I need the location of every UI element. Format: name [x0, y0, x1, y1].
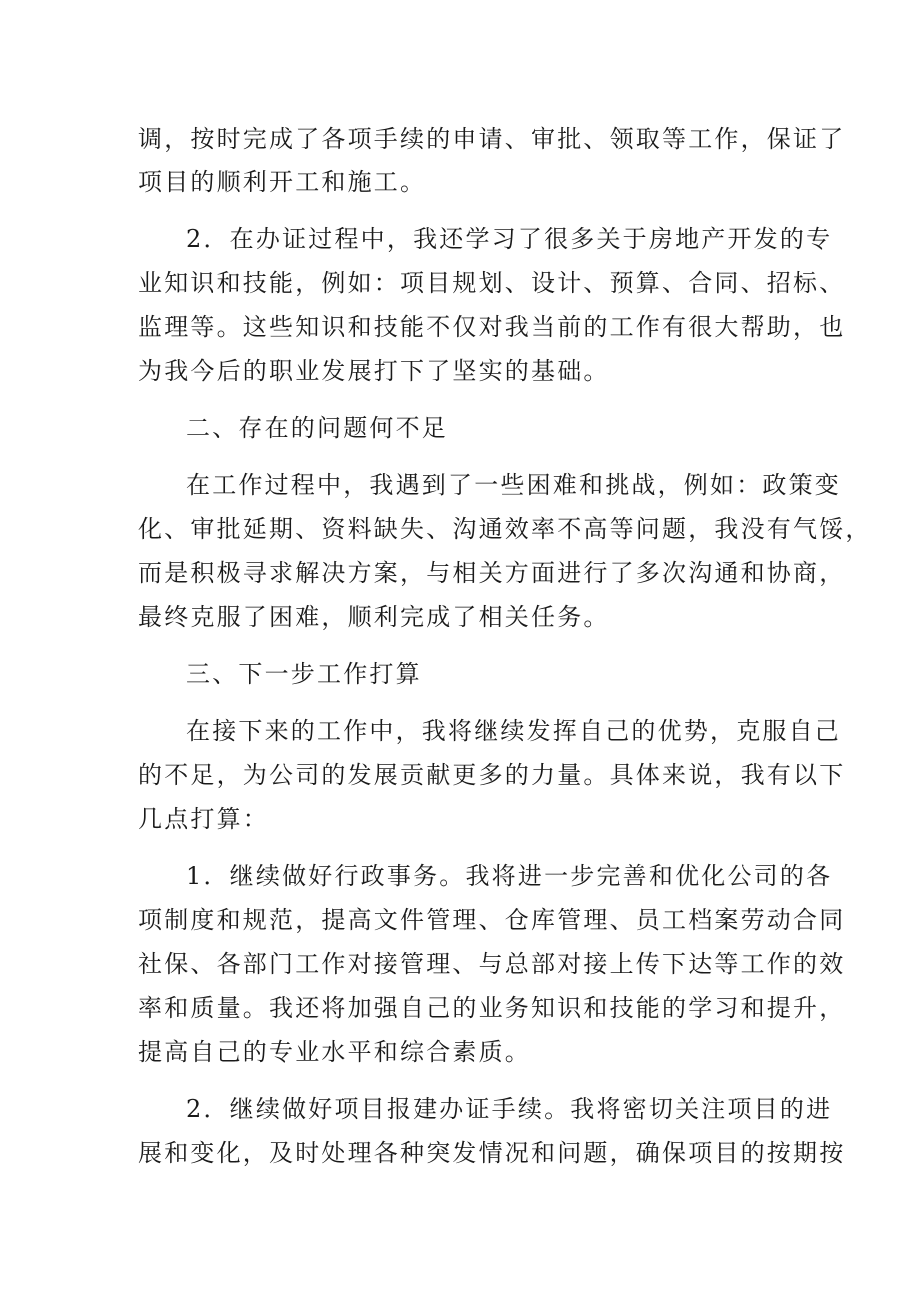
- section-heading: 三、下一步工作打算: [186, 660, 422, 688]
- text-line: 2．在办证过程中，我还学习了很多关于房地产开发的专: [186, 225, 833, 253]
- text-line: 而是积极寻求解决方案，与相关方面进行了多次沟通和协商，: [138, 559, 846, 587]
- text-line: 为我今后的职业发展打下了坚实的基础。: [138, 357, 610, 385]
- text-line: 调，按时完成了各项手续的申请、审批、领取等工作，保证了: [138, 125, 846, 153]
- text-line: 2．继续做好项目报建办证手续。我将密切关注项目的进: [186, 1095, 833, 1123]
- text-line: 业知识和技能，例如：项目规划、设计、预算、合同、招标、: [138, 269, 846, 297]
- text-line: 的不足，为公司的发展贡献更多的力量。具体来说，我有以下: [138, 761, 846, 789]
- text-line: 项制度和规范，提高文件管理、仓库管理、员工档案劳动合同: [138, 906, 846, 934]
- text-line: 化、审批延期、资料缺失、沟通效率不高等问题，我没有气馁，: [138, 515, 872, 543]
- section-heading: 二、存在的问题何不足: [186, 414, 448, 442]
- text-line: 1．继续做好行政事务。我将进一步完善和优化公司的各: [186, 862, 833, 890]
- text-line: 率和质量。我还将加强自己的业务知识和技能的学习和提升，: [138, 994, 846, 1022]
- text-line: 项目的顺利开工和施工。: [138, 168, 427, 196]
- text-line: 在接下来的工作中，我将继续发挥自己的优势，克服自己: [186, 717, 841, 745]
- text-line: 最终克服了困难，顺利完成了相关任务。: [138, 603, 610, 631]
- text-line: 监理等。这些知识和技能不仅对我当前的工作有很大帮助，也: [138, 313, 846, 341]
- text-line: 在工作过程中，我遇到了一些困难和挑战，例如：政策变: [186, 471, 841, 499]
- text-line: 展和变化，及时处理各种突发情况和问题，确保项目的按期按: [138, 1139, 846, 1167]
- text-line: 几点打算：: [138, 805, 269, 833]
- text-line: 社保、各部门工作对接管理、与总部对接上传下达等工作的效: [138, 950, 846, 978]
- text-line: 提高自己的专业水平和综合素质。: [138, 1038, 531, 1066]
